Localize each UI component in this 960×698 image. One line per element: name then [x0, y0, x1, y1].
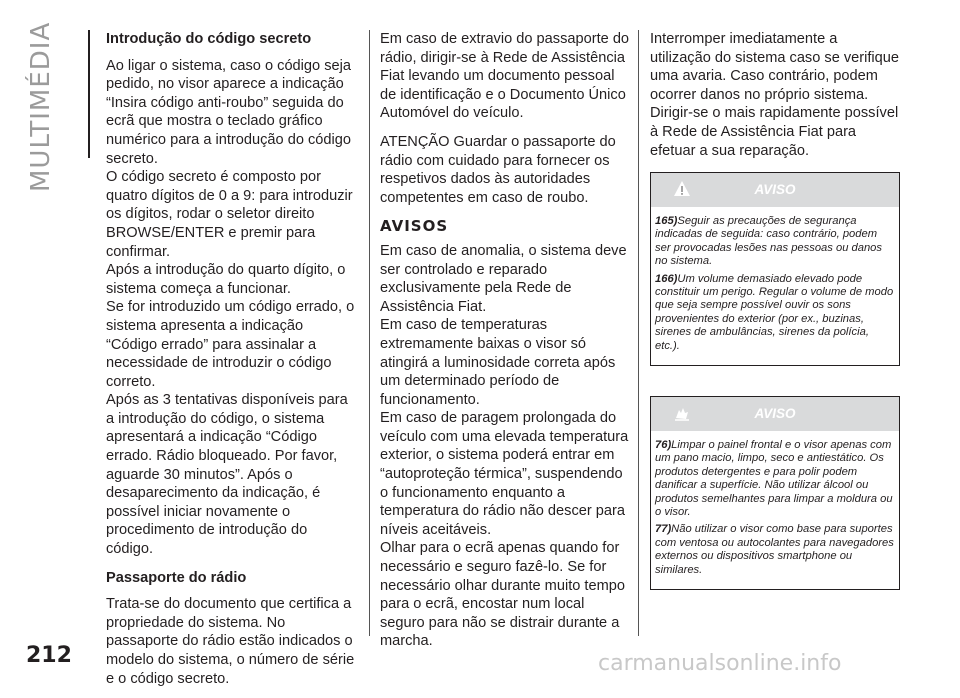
warning-item [655, 439, 895, 519]
paragraph: Trata-se do documento que certifica a propriedade do sistema. No passaporte do rádio estão indicados o modelo do sistema, o número de série e o código secreto. [106, 596, 355, 687]
column-3 [650, 30, 900, 170]
note-number: 77) [655, 523, 672, 536]
warning-box-title: AVISO [754, 182, 796, 197]
note-number: 165) [655, 215, 678, 227]
note-number: 76) [655, 439, 672, 451]
paragraph: Em caso de paragem prolongada do veículo com uma elevada temperatura exterior, o sistema poderá entrar em “autoproteção térmica”, suspendendo o funcionamento enquanto a temperatura do rádio não descer para níveis aceitáveis. [380, 410, 629, 538]
paragraph: O código secreto é composto por quatro dígitos de 0 a 9: para introduzir os dígitos, rodar o seletor direito BROWSE/ENTER e premir para confirmar. [106, 169, 353, 260]
heading-radio-passport: Passaporte do rádio [106, 569, 247, 586]
note-text: Limpar o painel frontal e o visor apenas com um pano macio, limpo, seco e antiestático. Os produtos detergentes e para polir podem danificar a superfície. Não utilizar álcool ou produtos semelhantes para limpar a moldura ou o visor. [655, 439, 893, 519]
warning-box-2 [650, 396, 900, 590]
warning-box-body [651, 207, 899, 365]
note-number: 166) [655, 272, 678, 285]
warning-item [655, 273, 895, 353]
paragraph: Ao ligar o sistema, caso o código seja pedido, no visor aparece a indicação “Insira código anti-roubo” seguida do ecrã que mostra o teclado gráfico numérico para a introdução do código secreto. [106, 57, 352, 167]
heading-secret-code: Introdução do código secreto [106, 31, 312, 47]
paragraph: Se for introduzido um código errado, o sistema apresenta a indicação “Código errado” para assinalar a necessidade de introduzir o código correto. [106, 299, 355, 390]
paragraph: Interromper imediatamente a utilização do sistema caso se verifique uma avaria. Caso contrário, podem ocorrer danos no próprio sistema. Dirigir-se o mais rapidamente possível à Rede de Assistência Fiat para efetuar a sua reparação. [650, 31, 900, 159]
note-text: Seguir as precauções de segurança indicadas de seguida: caso contrário, podem ser provocadas lesões nas pessoas ou danos no sistema. [655, 215, 883, 268]
heading-warnings: AVISOS [380, 217, 449, 236]
note-text: Um volume demasiado elevado pode constituir um perigo. Regular o volume de modo que seja sempre possível ouvir os sons provenientes do exterior (por ex., buzinas, sirenes de ambulâncias, sirenes da polícia, etc.). [655, 272, 894, 352]
column-divider [369, 30, 370, 636]
warning-box-header [651, 173, 899, 207]
column-1 [106, 30, 358, 698]
paragraph: Após a introdução do quarto dígito, o sistema começa a funcionar. [106, 262, 346, 297]
column-2 [380, 30, 632, 651]
warning-item [655, 523, 895, 577]
paragraph-attention: ATENÇÃO Guardar o passaporte do rádio com cuidado para fornecer os respetivos dados às autoridades competentes em caso de roubo. [380, 133, 616, 206]
section-rule [88, 30, 90, 158]
page-number: 212 [26, 643, 72, 668]
warning-box-title: AVISO [754, 406, 796, 421]
warning-box-1 [650, 172, 900, 366]
watermark: carmanualsonline.info [598, 651, 842, 676]
paragraph: Após as 3 tentativas disponíveis para a introdução do código, o sistema apresentará a indicação “Código errado. Rádio bloqueado. Por favor, aguarde 30 minutos”. Após o desaparecimento da indicação, é possível iniciar novamente o procedimento de introdução do código. [106, 392, 348, 558]
section-label-text: MULTIMÉDIA [26, 21, 56, 192]
warning-box-header [651, 397, 899, 431]
note-text: Não utilizar o visor como base para suportes com ventosa ou autocolantes para navegadores externos ou dispositivos smartphone ou similares. [655, 523, 894, 576]
paragraph: Em caso de temperaturas extremamente baixas o visor só atingirá a luminosidade correta após um determinado período de funcionamento. [380, 317, 616, 408]
paragraph: Olhar para o ecrã apenas quando for necessário e seguro fazê-lo. Se for necessário olhar durante muito tempo para o ecrã, encostar num local seguro para não se distrair durante a marcha. [380, 540, 625, 650]
warning-item [655, 215, 895, 269]
paragraph: Em caso de anomalia, o sistema deve ser controlado e reparado exclusivamente pela Rede de Assistência Fiat. [380, 242, 627, 315]
warning-box-body [651, 431, 899, 589]
column-divider [638, 30, 639, 636]
paragraph: Em caso de extravio do passaporte do rádio, dirigir-se à Rede de Assistência Fiat levando um documento pessoal de identificação e o Documento Único Automóvel do veículo. [380, 31, 630, 122]
